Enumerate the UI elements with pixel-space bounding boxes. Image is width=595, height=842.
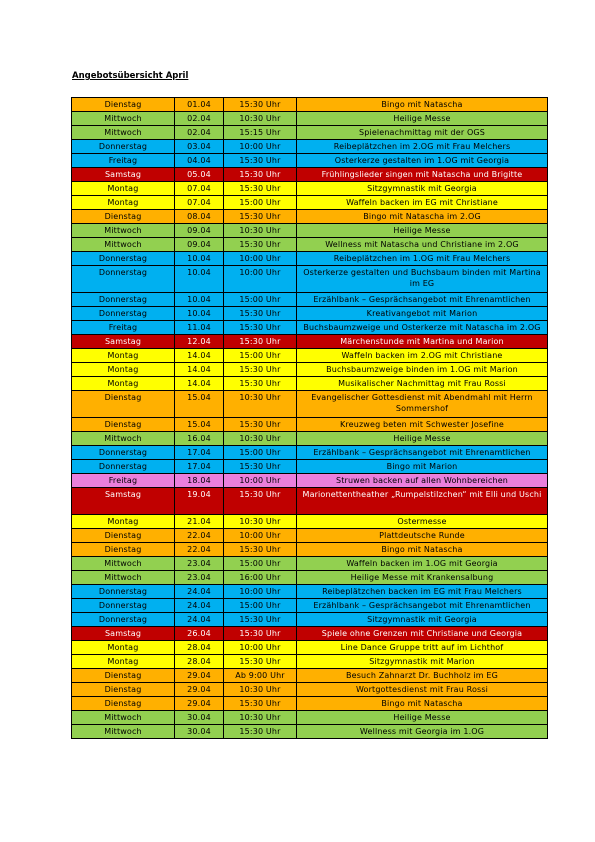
day-cell: Mittwoch: [72, 725, 175, 739]
date-cell: 03.04: [175, 140, 224, 154]
date-cell: 15.04: [175, 418, 224, 432]
time-cell: 15:00 Uhr: [224, 293, 297, 307]
time-cell: 15:30 Uhr: [224, 210, 297, 224]
date-cell: 26.04: [175, 627, 224, 641]
table-row: [72, 529, 548, 543]
table-row: [72, 349, 548, 363]
schedule-table: [71, 97, 548, 739]
table-row: [72, 112, 548, 126]
date-cell: 29.04: [175, 683, 224, 697]
date-cell: 22.04: [175, 543, 224, 557]
event-cell: Wortgottesdienst mit Frau Rossi: [297, 683, 548, 697]
time-cell: 15:30 Uhr: [224, 335, 297, 349]
table-row: [72, 252, 548, 266]
table-row: [72, 377, 548, 391]
table-row: [72, 655, 548, 669]
event-cell: Reibeplätzchen backen im EG mit Frau Melchers: [297, 585, 548, 599]
table-row: [72, 266, 548, 293]
day-cell: Montag: [72, 515, 175, 529]
table-row: [72, 683, 548, 697]
event-cell: Spiele ohne Grenzen mit Christiane und Georgia: [297, 627, 548, 641]
event-cell: Reibeplätzchen im 1.OG mit Frau Melchers: [297, 252, 548, 266]
table-row: [72, 711, 548, 725]
event-cell: Sitzgymnastik mit Georgia: [297, 182, 548, 196]
table-row: [72, 418, 548, 432]
day-cell: Donnerstag: [72, 140, 175, 154]
date-cell: 07.04: [175, 196, 224, 210]
table-row: [72, 725, 548, 739]
table-row: [72, 613, 548, 627]
time-cell: 15:30 Uhr: [224, 363, 297, 377]
time-cell: 15:00 Uhr: [224, 349, 297, 363]
day-cell: Dienstag: [72, 391, 175, 418]
time-cell: 15:15 Uhr: [224, 126, 297, 140]
table-row: [72, 335, 548, 349]
time-cell: 10:00 Uhr: [224, 474, 297, 488]
day-cell: Donnerstag: [72, 613, 175, 627]
table-row: [72, 599, 548, 613]
day-cell: Montag: [72, 196, 175, 210]
date-cell: 05.04: [175, 168, 224, 182]
table-row: [72, 363, 548, 377]
date-cell: 02.04: [175, 126, 224, 140]
table-row: [72, 98, 548, 112]
date-cell: 10.04: [175, 293, 224, 307]
time-cell: 10:00 Uhr: [224, 266, 297, 293]
event-cell: Struwen backen auf allen Wohnbereichen: [297, 474, 548, 488]
day-cell: Donnerstag: [72, 266, 175, 293]
day-cell: Montag: [72, 641, 175, 655]
table-row: [72, 474, 548, 488]
table-row: [72, 446, 548, 460]
time-cell: 10:00 Uhr: [224, 529, 297, 543]
time-cell: 15:30 Uhr: [224, 168, 297, 182]
event-cell: Heilige Messe: [297, 711, 548, 725]
event-cell: Sitzgymnastik mit Georgia: [297, 613, 548, 627]
time-cell: 15:30 Uhr: [224, 182, 297, 196]
date-cell: 11.04: [175, 321, 224, 335]
day-cell: Montag: [72, 377, 175, 391]
time-cell: 10:30 Uhr: [224, 112, 297, 126]
event-cell: Bingo mit Natascha: [297, 697, 548, 711]
day-cell: Donnerstag: [72, 307, 175, 321]
event-cell: Evangelischer Gottesdienst mit Abendmahl mit Herrn Sommershof: [297, 391, 548, 418]
event-cell: Bingo mit Natascha im 2.OG: [297, 210, 548, 224]
time-cell: 10:30 Uhr: [224, 711, 297, 725]
table-row: [72, 154, 548, 168]
date-cell: 10.04: [175, 266, 224, 293]
time-cell: 15:30 Uhr: [224, 238, 297, 252]
date-cell: 24.04: [175, 599, 224, 613]
time-cell: 15:00 Uhr: [224, 599, 297, 613]
time-cell: 15:00 Uhr: [224, 557, 297, 571]
event-cell: Musikalischer Nachmittag mit Frau Rossi: [297, 377, 548, 391]
day-cell: Freitag: [72, 321, 175, 335]
time-cell: 15:30 Uhr: [224, 613, 297, 627]
table-row: [72, 488, 548, 515]
event-cell: Bingo mit Natascha: [297, 98, 548, 112]
date-cell: 22.04: [175, 529, 224, 543]
date-cell: 08.04: [175, 210, 224, 224]
event-cell: Plattdeutsche Runde: [297, 529, 548, 543]
event-cell: Waffeln backen im 1.OG mit Georgia: [297, 557, 548, 571]
table-row: [72, 224, 548, 238]
table-row: [72, 669, 548, 683]
event-cell: Heilige Messe: [297, 112, 548, 126]
time-cell: 15:30 Uhr: [224, 725, 297, 739]
event-cell: Line Dance Gruppe tritt auf im Lichthof: [297, 641, 548, 655]
event-cell: Ostermesse: [297, 515, 548, 529]
time-cell: 15:30 Uhr: [224, 321, 297, 335]
day-cell: Montag: [72, 655, 175, 669]
day-cell: Donnerstag: [72, 585, 175, 599]
day-cell: Mittwoch: [72, 224, 175, 238]
table-row: [72, 196, 548, 210]
date-cell: 23.04: [175, 571, 224, 585]
time-cell: 10:30 Uhr: [224, 432, 297, 446]
time-cell: 10:00 Uhr: [224, 252, 297, 266]
date-cell: 12.04: [175, 335, 224, 349]
day-cell: Donnerstag: [72, 252, 175, 266]
day-cell: Dienstag: [72, 210, 175, 224]
event-cell: Heilige Messe: [297, 432, 548, 446]
day-cell: Donnerstag: [72, 293, 175, 307]
event-cell: Wellness mit Georgia im 1.OG: [297, 725, 548, 739]
time-cell: 15:30 Uhr: [224, 460, 297, 474]
day-cell: Freitag: [72, 154, 175, 168]
table-row: [72, 140, 548, 154]
day-cell: Montag: [72, 182, 175, 196]
schedule-body: [72, 98, 548, 739]
date-cell: 21.04: [175, 515, 224, 529]
day-cell: Mittwoch: [72, 238, 175, 252]
time-cell: 15:30 Uhr: [224, 98, 297, 112]
day-cell: Samstag: [72, 168, 175, 182]
day-cell: Dienstag: [72, 683, 175, 697]
table-row: [72, 627, 548, 641]
date-cell: 14.04: [175, 363, 224, 377]
event-cell: Waffeln backen im 2.OG mit Christiane: [297, 349, 548, 363]
date-cell: 16.04: [175, 432, 224, 446]
date-cell: 24.04: [175, 613, 224, 627]
day-cell: Montag: [72, 363, 175, 377]
time-cell: 10:00 Uhr: [224, 641, 297, 655]
date-cell: 01.04: [175, 98, 224, 112]
day-cell: Freitag: [72, 474, 175, 488]
table-row: [72, 543, 548, 557]
day-cell: Donnerstag: [72, 446, 175, 460]
page-title: Angebotsübersicht April: [72, 71, 189, 81]
event-cell: Bingo mit Natascha: [297, 543, 548, 557]
time-cell: 15:00 Uhr: [224, 196, 297, 210]
date-cell: 04.04: [175, 154, 224, 168]
event-cell: Heilige Messe mit Krankensalbung: [297, 571, 548, 585]
time-cell: 15:30 Uhr: [224, 154, 297, 168]
event-cell: Marionettentheather „Rumpelstilzchen“ mit Elli und Uschi: [297, 488, 548, 515]
event-cell: Osterkerze gestalten im 1.OG mit Georgia: [297, 154, 548, 168]
date-cell: 10.04: [175, 307, 224, 321]
date-cell: 14.04: [175, 349, 224, 363]
day-cell: Donnerstag: [72, 460, 175, 474]
time-cell: 16:00 Uhr: [224, 571, 297, 585]
time-cell: 15:30 Uhr: [224, 655, 297, 669]
event-cell: Kreativangebot mit Marion: [297, 307, 548, 321]
date-cell: 28.04: [175, 655, 224, 669]
event-cell: Waffeln backen im EG mit Christiane: [297, 196, 548, 210]
table-row: [72, 307, 548, 321]
date-cell: 02.04: [175, 112, 224, 126]
event-cell: Märchenstunde mit Martina und Marion: [297, 335, 548, 349]
event-cell: Reibeplätzchen im 2.OG mit Frau Melchers: [297, 140, 548, 154]
date-cell: 09.04: [175, 224, 224, 238]
day-cell: Mittwoch: [72, 711, 175, 725]
day-cell: Mittwoch: [72, 571, 175, 585]
day-cell: Dienstag: [72, 543, 175, 557]
day-cell: Samstag: [72, 488, 175, 515]
time-cell: 10:30 Uhr: [224, 683, 297, 697]
day-cell: Donnerstag: [72, 599, 175, 613]
day-cell: Dienstag: [72, 418, 175, 432]
event-cell: Erzählbank – Gesprächsangebot mit Ehrenamtlichen: [297, 599, 548, 613]
day-cell: Dienstag: [72, 669, 175, 683]
event-cell: Erzählbank – Gesprächsangebot mit Ehrenamtlichen: [297, 293, 548, 307]
date-cell: 17.04: [175, 446, 224, 460]
day-cell: Montag: [72, 349, 175, 363]
table-row: [72, 168, 548, 182]
table-row: [72, 585, 548, 599]
event-cell: Buchsbaumzweige und Osterkerze mit Natascha im 2.OG: [297, 321, 548, 335]
table-row: [72, 238, 548, 252]
date-cell: 24.04: [175, 585, 224, 599]
table-row: [72, 571, 548, 585]
date-cell: 28.04: [175, 641, 224, 655]
date-cell: 19.04: [175, 488, 224, 515]
event-cell: Erzählbank – Gesprächsangebot mit Ehrenamtlichen: [297, 446, 548, 460]
table-row: [72, 460, 548, 474]
day-cell: Samstag: [72, 335, 175, 349]
event-cell: Osterkerze gestalten und Buchsbaum binden mit Martina im EG: [297, 266, 548, 293]
table-row: [72, 557, 548, 571]
event-cell: Sitzgymnastik mit Marion: [297, 655, 548, 669]
time-cell: 15:30 Uhr: [224, 307, 297, 321]
event-cell: Wellness mit Natascha und Christiane im 2.OG: [297, 238, 548, 252]
table-row: [72, 210, 548, 224]
table-row: [72, 391, 548, 418]
event-cell: Besuch Zahnarzt Dr. Buchholz im EG: [297, 669, 548, 683]
day-cell: Dienstag: [72, 529, 175, 543]
table-row: [72, 432, 548, 446]
table-row: [72, 641, 548, 655]
day-cell: Samstag: [72, 627, 175, 641]
table-row: [72, 293, 548, 307]
time-cell: 15:30 Uhr: [224, 377, 297, 391]
time-cell: 15:30 Uhr: [224, 418, 297, 432]
event-cell: Spielenachmittag mit der OGS: [297, 126, 548, 140]
time-cell: 15:30 Uhr: [224, 697, 297, 711]
time-cell: 10:30 Uhr: [224, 391, 297, 418]
date-cell: 18.04: [175, 474, 224, 488]
event-cell: Heilige Messe: [297, 224, 548, 238]
time-cell: 15:30 Uhr: [224, 627, 297, 641]
day-cell: Dienstag: [72, 697, 175, 711]
date-cell: 17.04: [175, 460, 224, 474]
day-cell: Mittwoch: [72, 557, 175, 571]
event-cell: Frühlingslieder singen mit Natascha und Brigitte: [297, 168, 548, 182]
date-cell: 09.04: [175, 238, 224, 252]
time-cell: 15:30 Uhr: [224, 543, 297, 557]
date-cell: 07.04: [175, 182, 224, 196]
date-cell: 29.04: [175, 669, 224, 683]
date-cell: 30.04: [175, 711, 224, 725]
time-cell: Ab 9:00 Uhr: [224, 669, 297, 683]
date-cell: 30.04: [175, 725, 224, 739]
day-cell: Mittwoch: [72, 126, 175, 140]
date-cell: 14.04: [175, 377, 224, 391]
time-cell: 10:00 Uhr: [224, 585, 297, 599]
event-cell: Bingo mit Marion: [297, 460, 548, 474]
date-cell: 15.04: [175, 391, 224, 418]
day-cell: Dienstag: [72, 98, 175, 112]
date-cell: 23.04: [175, 557, 224, 571]
time-cell: 10:30 Uhr: [224, 515, 297, 529]
event-cell: Kreuzweg beten mit Schwester Josefine: [297, 418, 548, 432]
table-row: [72, 321, 548, 335]
event-cell: Buchsbaumzweige binden im 1.OG mit Marion: [297, 363, 548, 377]
time-cell: 15:00 Uhr: [224, 446, 297, 460]
time-cell: 10:30 Uhr: [224, 224, 297, 238]
time-cell: 15:30 Uhr: [224, 488, 297, 515]
day-cell: Mittwoch: [72, 432, 175, 446]
table-row: [72, 126, 548, 140]
date-cell: 10.04: [175, 252, 224, 266]
table-row: [72, 697, 548, 711]
table-row: [72, 182, 548, 196]
day-cell: Mittwoch: [72, 112, 175, 126]
date-cell: 29.04: [175, 697, 224, 711]
table-row: [72, 515, 548, 529]
time-cell: 10:00 Uhr: [224, 140, 297, 154]
